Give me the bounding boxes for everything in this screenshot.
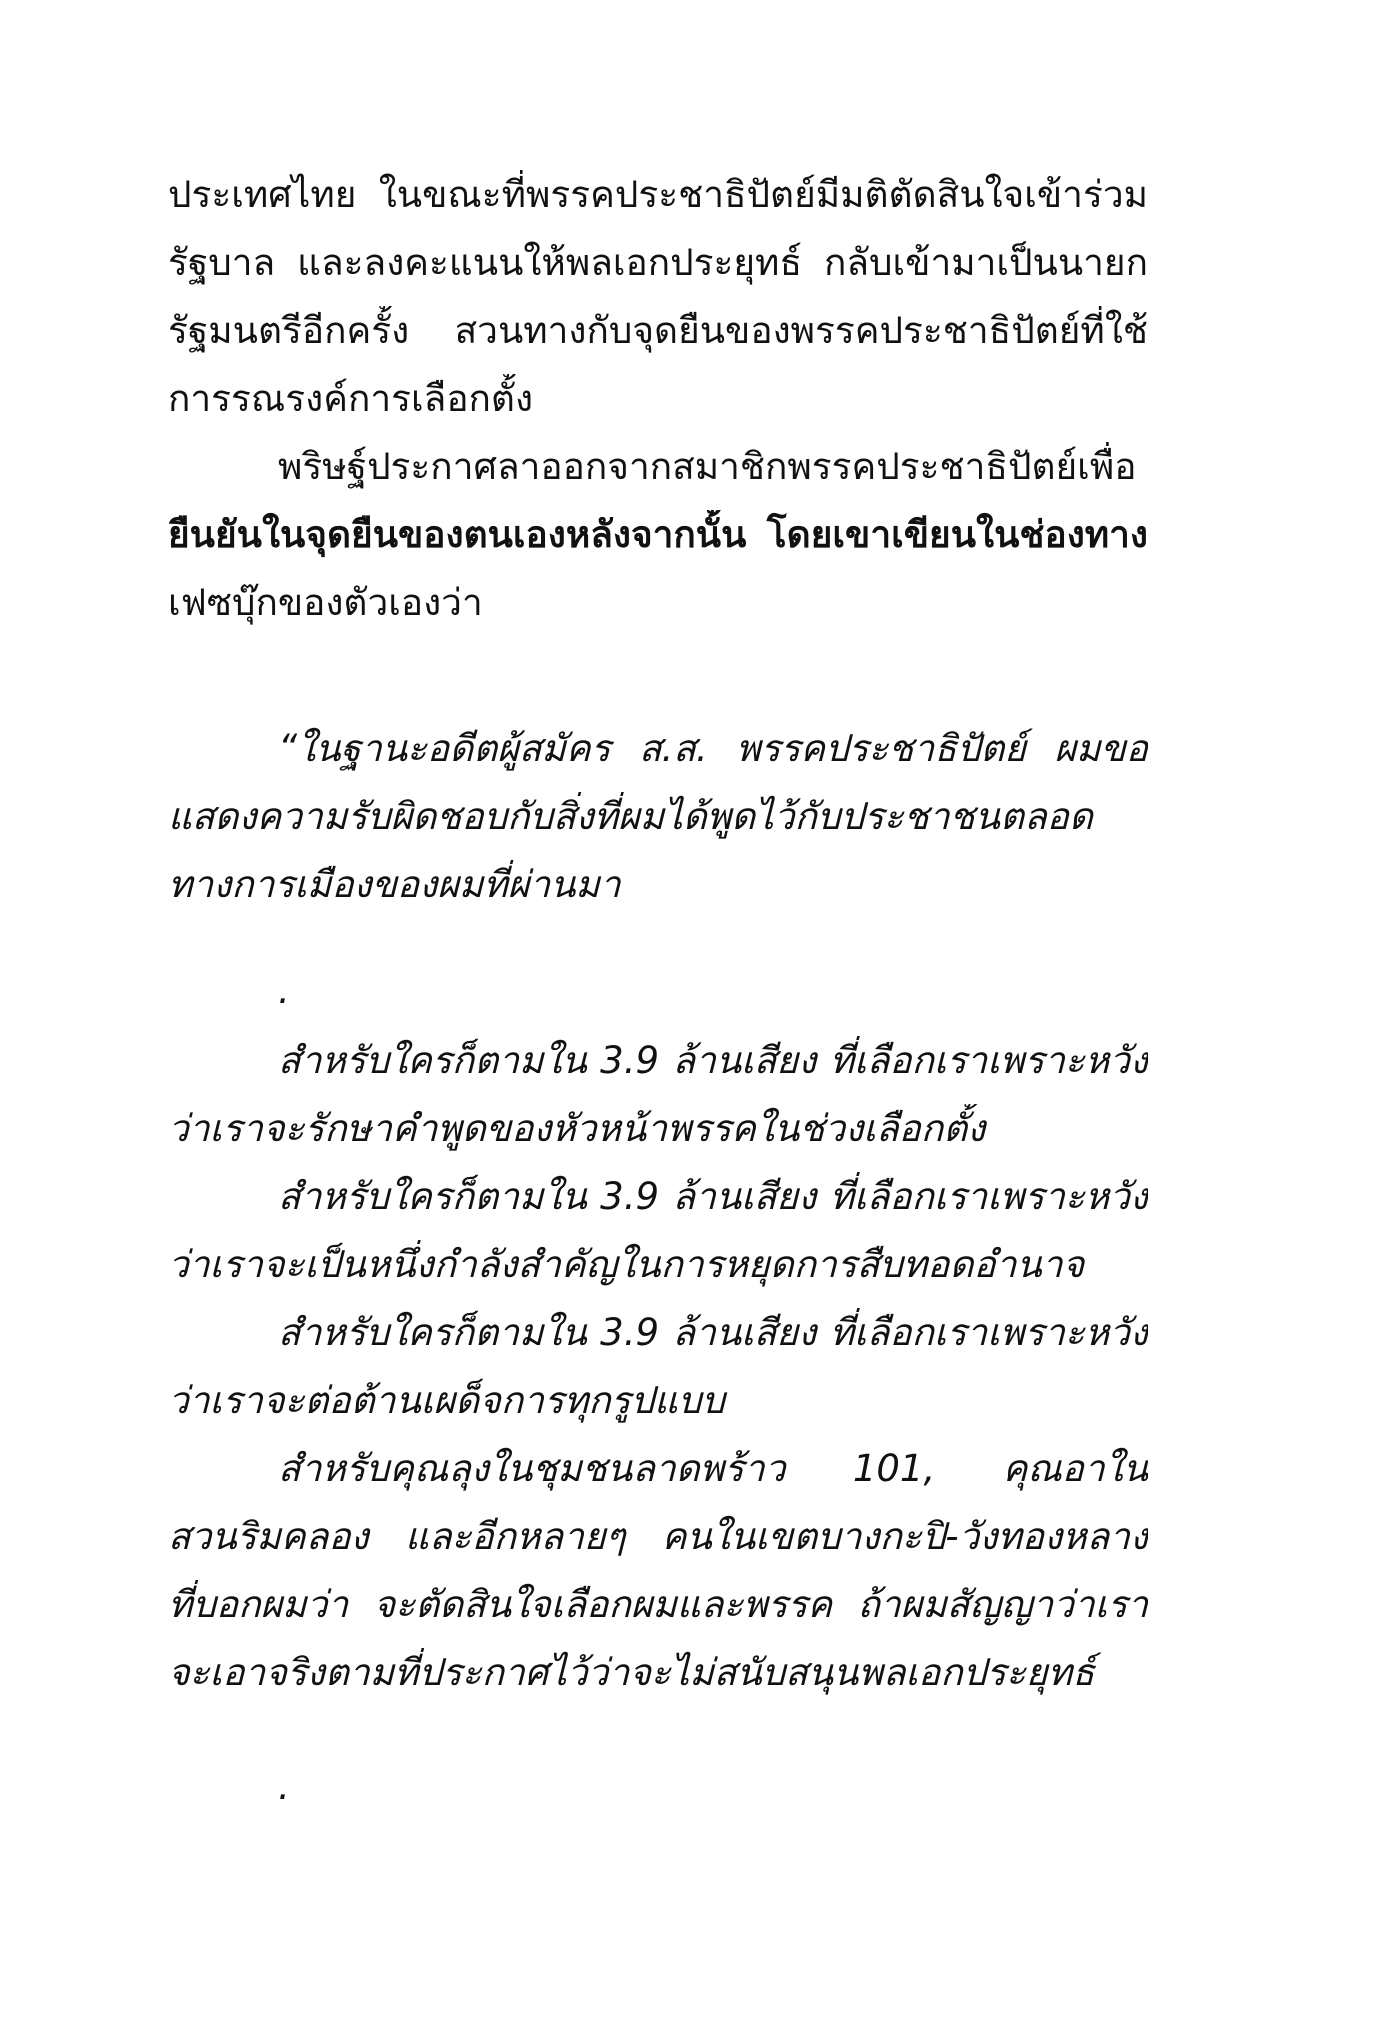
quote-line: แสดงความรับผิดชอบกับสิ่งที่ผมได้พูดไว้กับประชาชนตลอด [168, 795, 1093, 838]
quote-line: สำหรับใครก็ตามใน 3.9 ล้านเสียง ที่เลือกเราเพราะหวัง [278, 1175, 1148, 1218]
quote-line: “ในฐานะอดีตผู้สมัคร ส.ส. พรรคประชาธิปัตย์ ผมขอ [278, 727, 1148, 770]
separator-dot: . [278, 969, 290, 1012]
paragraph-line: เฟซบุ๊กของตัวเองว่า [168, 581, 483, 624]
quote-line: ว่าเราจะรักษาคำพูดของหัวหน้าพรรคในช่วงเลือกตั้ง [168, 1107, 986, 1150]
paragraph-line: รัฐบาล และลงคะแนนให้พลเอกประยุทธ์ กลับเข้ามาเป็นนายก [168, 241, 1148, 284]
quote-line: สวนริมคลอง และอีกหลายๆ คนในเขตบางกะปิ-วังทองหลาง [168, 1515, 1148, 1558]
quote-line: สำหรับคุณลุงในชุมชนลาดพร้าว 101, คุณอาใน [278, 1447, 1148, 1490]
quote-line: จะเอาจริงตามที่ประกาศไว้ว่าจะไม่สนับสนุนพลเอกประยุทธ์ [168, 1651, 1095, 1694]
separator-dot: . [278, 1765, 290, 1808]
quote-line: ว่าเราจะต่อต้านเผด็จการทุกรูปแบบ [168, 1379, 725, 1422]
quote-line: ที่บอกผมว่า จะตัดสินใจเลือกผมและพรรค ถ้าผมสัญญาว่าเรา [168, 1583, 1148, 1626]
paragraph-line: ประเทศไทย ในขณะที่พรรคประชาธิปัตย์มีมติตัดสินใจเข้าร่วม [168, 173, 1148, 216]
paragraph-line: ยืนยันในจุดยืนของตนเองหลังจากนั้น โดยเขาเขียนในช่องทาง [168, 513, 1148, 556]
paragraph-line: การรณรงค์การเลือกตั้ง [168, 377, 534, 420]
quote-line: สำหรับใครก็ตามใน 3.9 ล้านเสียง ที่เลือกเราเพราะหวัง [278, 1039, 1148, 1082]
quote-line: ว่าเราจะเป็นหนึ่งกำลังสำคัญในการหยุดการสืบทอดอำนาจ [168, 1243, 1085, 1286]
quote-line: ทางการเมืองของผมที่ผ่านมา [168, 863, 621, 906]
paragraph-line: พริษฐ์ประกาศลาออกจากสมาชิกพรรคประชาธิปัตย์เพื่อ [278, 445, 1137, 488]
quote-line: สำหรับใครก็ตามใน 3.9 ล้านเสียง ที่เลือกเราเพราะหวัง [278, 1311, 1148, 1354]
paragraph-line: รัฐมนตรีอีกครั้ง สวนทางกับจุดยืนของพรรคประชาธิปัตย์ที่ใช้ [168, 309, 1148, 352]
